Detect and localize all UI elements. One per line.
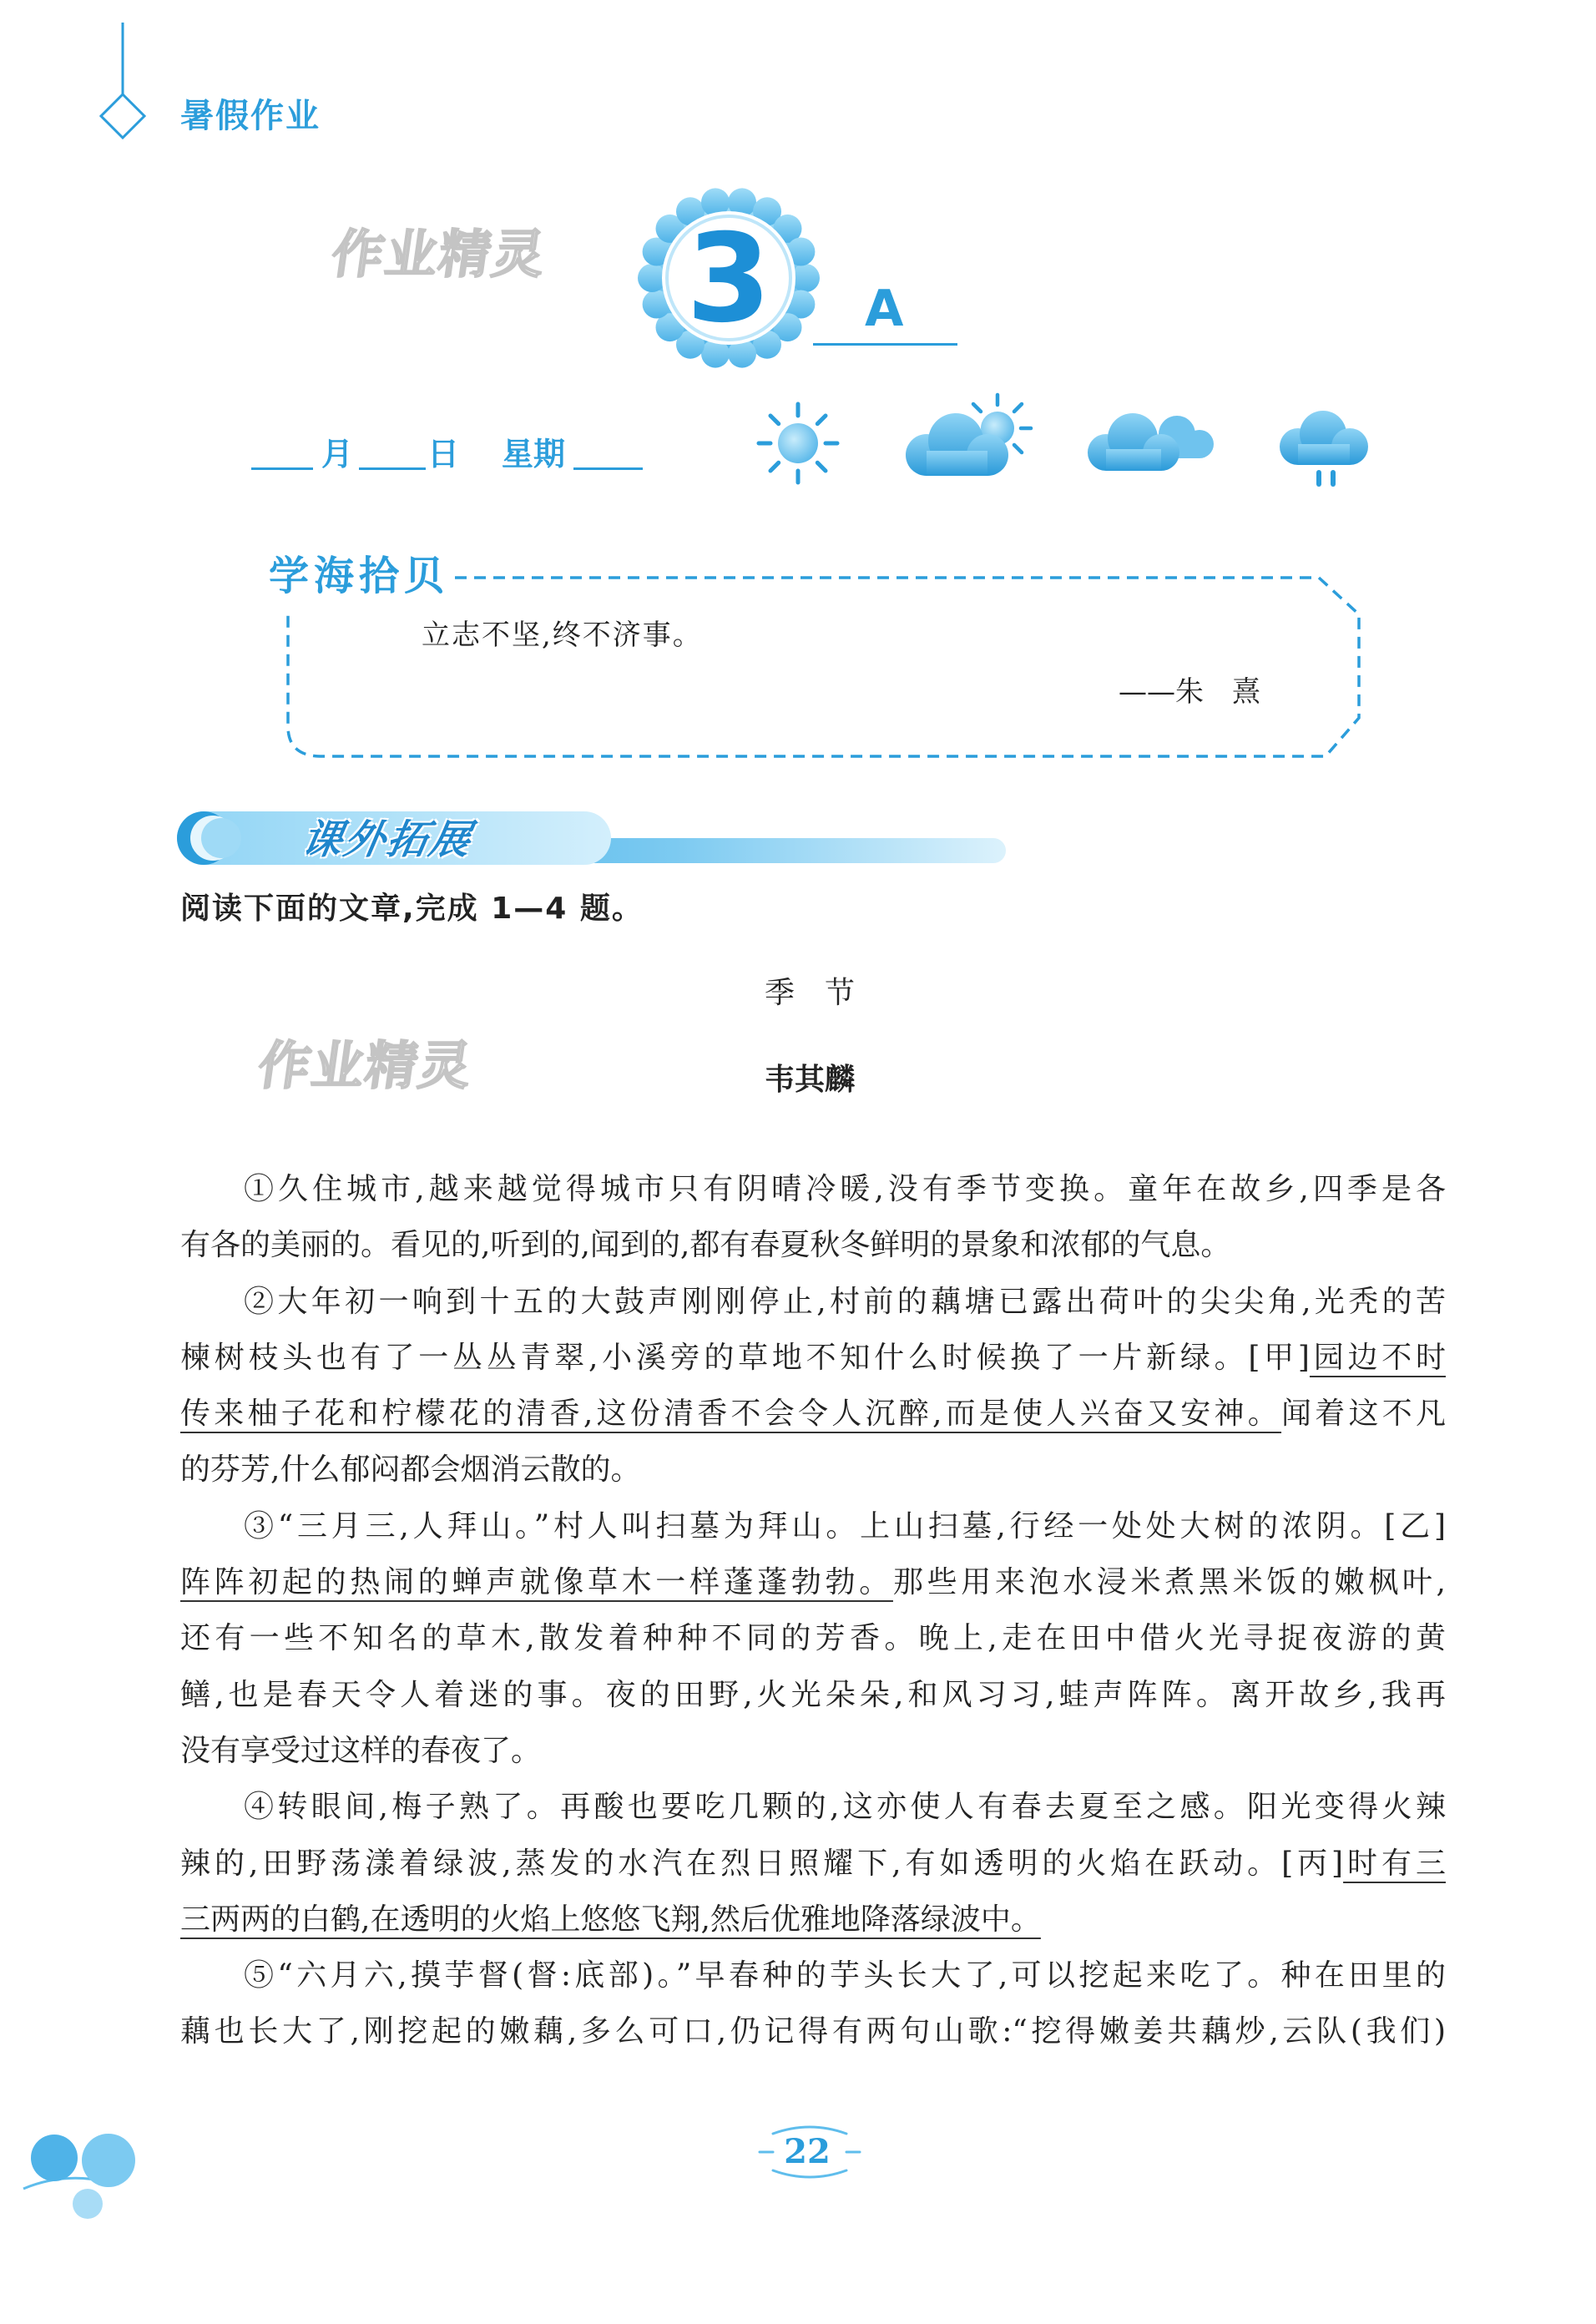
article-paragraph — [180, 1274, 1446, 1498]
article-paragraph — [180, 1161, 1446, 1274]
article-body — [180, 1161, 1446, 2060]
rain-icon[interactable] — [1273, 401, 1381, 497]
text-segment: ⑤“六月六,摸芋督(督:底部)。”早春种的芋头长大了,可以挖起来吃了。种在田里的 — [244, 1958, 1446, 1993]
text-line — [180, 1610, 1446, 1666]
text-line — [180, 1948, 1446, 2003]
weekday-blank[interactable] — [573, 467, 643, 470]
article-paragraph — [180, 1498, 1446, 1779]
text-segment: 那些用来泡水浸米煮黑米饭的嫩枫叶, — [892, 1565, 1446, 1600]
underlined-sentence: 园边不时 — [1309, 1340, 1446, 1375]
text-line — [180, 1274, 1446, 1330]
text-line — [180, 1892, 1446, 1948]
text-line — [180, 1161, 1446, 1217]
text-line — [180, 1386, 1446, 1442]
lesson-part-underline — [813, 343, 957, 346]
text-line — [180, 1554, 1446, 1610]
lesson-number-badge — [636, 185, 821, 371]
page-number: 22 — [784, 2132, 831, 2171]
quote-author: ——朱 熹 — [1119, 675, 1260, 709]
text-line — [180, 1723, 1446, 1779]
text-line — [180, 1836, 1446, 1892]
text-segment: 闻着这不凡 — [1281, 1397, 1446, 1432]
text-line — [180, 1217, 1446, 1273]
header-ornament — [92, 17, 159, 150]
instruction-text: 阅读下面的文章,完成 1—4 题。 — [180, 892, 644, 926]
sun-icon[interactable] — [752, 397, 844, 489]
watermark: 作业精灵 — [254, 1035, 477, 1096]
day-blank[interactable] — [359, 467, 426, 470]
section-title: 课外拓展 — [298, 816, 477, 863]
text-segment: 有各的美丽的。看见的,听到的,闻到的,都有春夏秋冬鲜明的景象和浓郁的气息。 — [180, 1228, 1231, 1263]
text-segment: ①久住城市,越来越觉得城市只有阴晴冷暖,没有季节变换。童年在故乡,四季是各 — [244, 1172, 1446, 1206]
underlined-sentence: 时有三 — [1343, 1846, 1446, 1881]
partly-cloudy-icon[interactable] — [897, 384, 1043, 484]
quote-box-title: 学海拾贝 — [269, 553, 450, 599]
text-segment: 的芬芳,什么郁闷都会烟消云散的。 — [180, 1452, 641, 1488]
article-paragraph — [180, 1779, 1446, 1948]
text-segment: 藕也长大了,刚挖起的嫩藕,多么可口,仍记得有两句山歌:“挖得嫩姜共藕炒,云队(我们) — [180, 2014, 1446, 2049]
lesson-number: 3 — [686, 208, 771, 350]
underlined-sentence: 阵阵初起的热闹的蝉声就像草木一样蓬蓬勃勃。 — [180, 1565, 893, 1600]
quote-text: 立志不坚,终不济事。 — [422, 619, 703, 652]
cloudy-icon[interactable] — [1081, 401, 1223, 484]
text-segment: 没有享受过这样的春夜了。 — [180, 1733, 542, 1768]
section-banner — [171, 801, 1014, 877]
watermark: 作业精灵 — [327, 224, 551, 285]
text-segment: 楝树枝头也有了一丛丛青翠,小溪旁的草地不知什么时候换了一片新绿。[甲] — [180, 1340, 1310, 1375]
lesson-part: A — [865, 280, 904, 338]
diamond-icon — [101, 94, 144, 138]
text-segment: 辣的,田野荡漾着绿波,蒸发的水汽在烈日照耀下,有如透明的火焰在跃动。[丙] — [180, 1846, 1344, 1881]
article-author: 韦其麟 — [764, 1062, 855, 1097]
text-segment: 还有一些不知名的草木,散发着种种不同的芳香。晚上,走在田中借火光寻捉夜游的黄 — [180, 1621, 1446, 1656]
month-blank[interactable] — [251, 467, 313, 470]
underlined-sentence: 传来柚子花和柠檬花的清香,这份清香不会令人沉醉,而是使人兴奋又安神。 — [180, 1397, 1282, 1432]
text-segment: ④转眼间,梅子熟了。再酸也要吃几颗的,这亦使人有春去夏至之感。阳光变得火辣 — [244, 1790, 1446, 1825]
article-paragraph — [180, 1948, 1446, 2060]
series-title: 暑假作业 — [180, 97, 321, 135]
weekday-label: 星期 — [502, 436, 566, 472]
text-line — [180, 2003, 1446, 2059]
day-label: 日 — [427, 436, 460, 472]
article-title: 季 节 — [764, 976, 855, 1010]
month-label: 月 — [321, 436, 354, 472]
text-line — [180, 1667, 1446, 1723]
bubbles-ornament — [17, 2120, 167, 2237]
text-segment: ③“三月三,人拜山。”村人叫扫墓为拜山。上山扫墓,行经一处处大树的浓阴。[乙] — [244, 1508, 1446, 1543]
text-segment: 鳝,也是春天令人着迷的事。夜的田野,火光朵朵,和风习习,蛙声阵阵。离开故乡,我再 — [180, 1677, 1446, 1712]
text-line — [180, 1498, 1446, 1554]
underlined-sentence: 三两两的白鹤,在透明的火焰上悠悠飞翔,然后优雅地降落绿波中。 — [180, 1902, 1041, 1937]
text-line — [180, 1779, 1446, 1835]
text-segment: ②大年初一响到十五的大鼓声刚刚停止,村前的藕塘已露出荷叶的尖尖角,光秃的苦 — [244, 1284, 1446, 1319]
text-line — [180, 1442, 1446, 1498]
text-line — [180, 1330, 1446, 1386]
